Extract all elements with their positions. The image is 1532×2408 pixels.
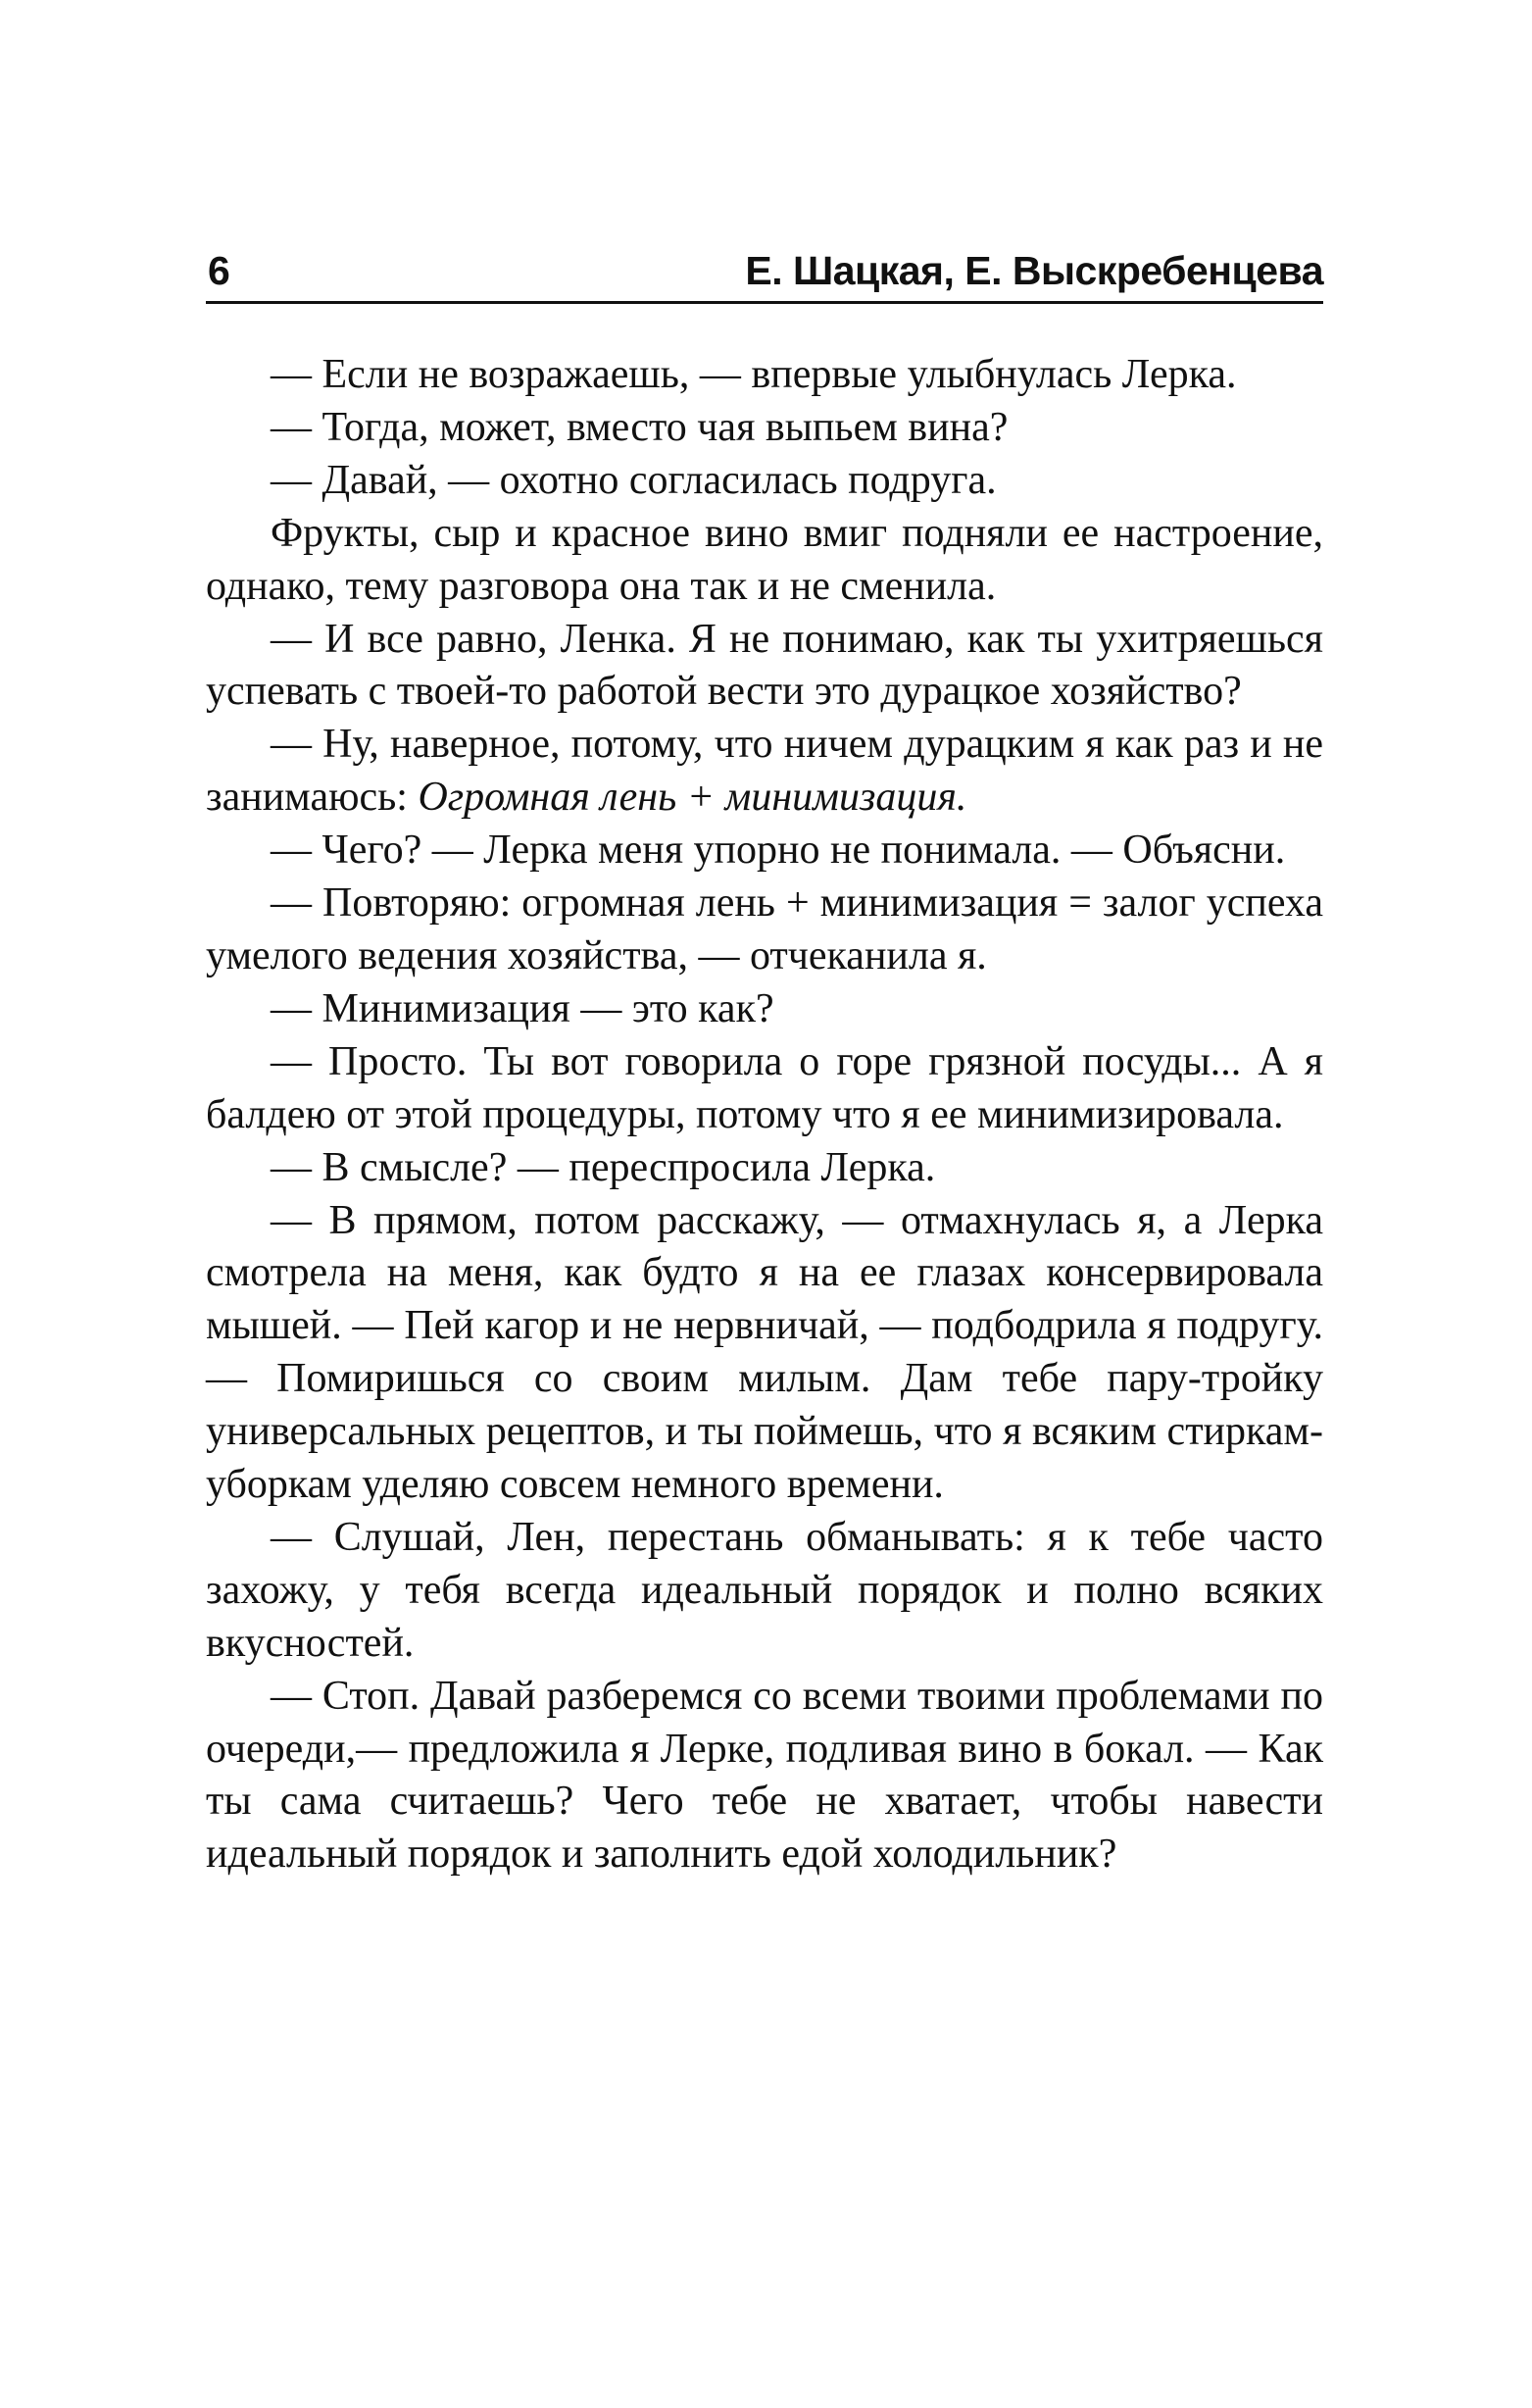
- paragraph: — В прямом, потом расскажу, — отмахнулась я, а Лерка смотрела на меня, как будто я на ее глазах консервировала мышей. — Пей кагор и не нервничай, — подбодрила я подругу. — Помиришься со своим милым. Дам тебе пару-тройку универсальных рецептов, и ты поймешь, что я всяким стиркам-уборкам уделяю совсем немного времени.: [206, 1197, 1323, 1508]
- paragraph: — Повторяю: огромная лень + минимизация = залог успеха умелого ведения хозяйства, — отчеканила я.: [206, 880, 1323, 978]
- body-text: [206, 349, 1323, 1881]
- paragraph: — Просто. Ты вот говорила о горе грязной посуды... А я балдею от этой процедуры, потому что я ее минимизировала.: [206, 1038, 1323, 1137]
- paragraph: — Тогда, может, вместо чая выпьем вина?: [271, 404, 1009, 450]
- paragraph: — Ну, наверное, потому, что ничем дурацким я как раз и не занимаюсь: Огромная лень + минимизация.: [206, 722, 1323, 821]
- paragraph: — В смысле? — переспросила Лерка.: [271, 1144, 936, 1190]
- paragraph: — И все равно, Ленка. Я не понимаю, как ты ухитряешься успевать с твоей-то работой вести это дурацкое хозяйство?: [206, 616, 1323, 715]
- page-header: [206, 243, 1323, 298]
- paragraph: — Минимизация — это как?: [271, 985, 774, 1031]
- paragraph: — Стоп. Давай разберемся со всеми твоими проблемами по очереди,— предложила я Лерке, подливая вино в бокал. — Как ты сама считаешь? Чего тебе не хватает, чтобы навести идеальный порядок и заполнить едой холодильник?: [206, 1673, 1323, 1878]
- page-number: 6: [208, 248, 230, 293]
- header-rule: [206, 301, 1323, 304]
- paragraph: — Давай, — охотно согласилась подруга.: [271, 457, 997, 503]
- paragraph: — Слушай, Лен, перестань обманывать: я к тебе часто захожу, у тебя всегда идеальный порядок и полно всяких вкусностей.: [206, 1514, 1323, 1666]
- book-page: [206, 0, 1323, 2408]
- running-head: Е. Шацкая, Е. Выскребенцева: [745, 248, 1323, 293]
- paragraph: Фрукты, сыр и красное вино вмиг подняли ее настроение, однако, тему разговора она так и не сменила.: [206, 510, 1323, 609]
- italic-phrase: Огромная лень + минимизация.: [418, 775, 967, 821]
- paragraph: — Чего? — Лерка меня упорно не понимала. — Объясни.: [271, 828, 1286, 874]
- paragraph: — Если не возражаешь, — впервые улыбнулась Лерка.: [271, 352, 1237, 397]
